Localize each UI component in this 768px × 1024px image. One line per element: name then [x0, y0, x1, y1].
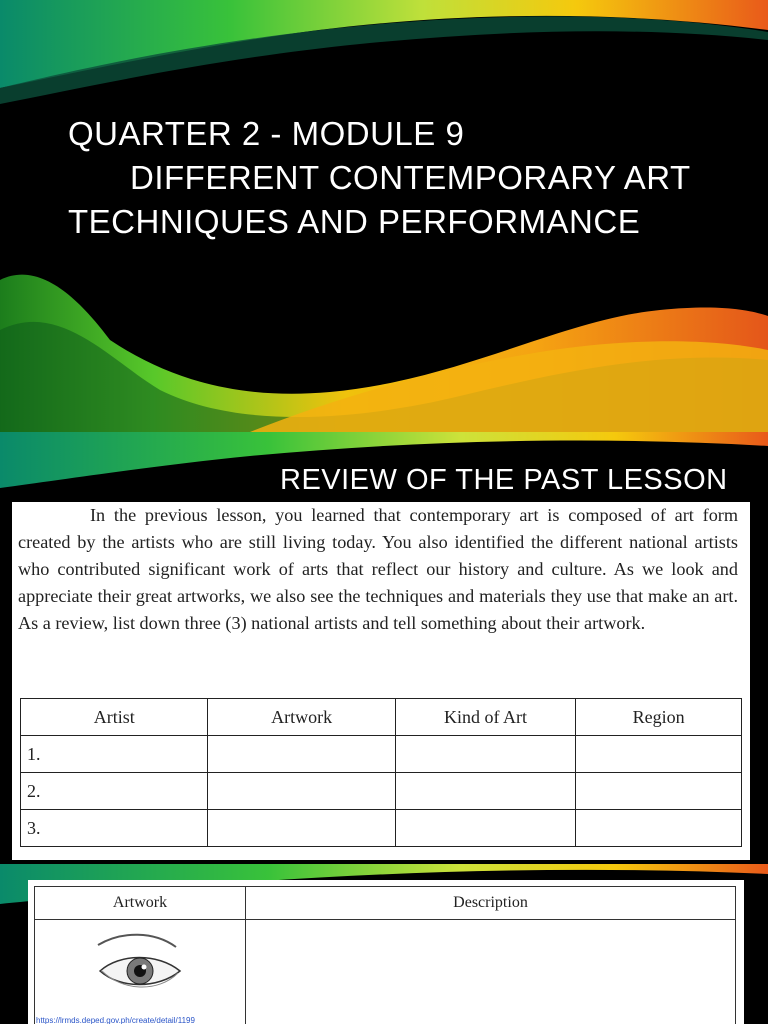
artwork-description-table: [34, 886, 736, 1024]
table-row: [35, 920, 736, 1024]
eye-drawing: [92, 931, 188, 1011]
row-number: 1.: [21, 736, 208, 773]
header-artwork: Artwork: [208, 699, 395, 736]
artists-table: [20, 698, 742, 847]
table-cell[interactable]: [576, 810, 742, 847]
table-cell[interactable]: [208, 773, 395, 810]
source-link[interactable]: https://lrmds.deped.gov.ph/create/detail/1199: [36, 1016, 195, 1024]
title-line-2: DIFFERENT CONTEMPORARY ART: [130, 159, 691, 196]
table-row: [21, 773, 742, 810]
header-kind-of-art: Kind of Art: [395, 699, 575, 736]
title-line-1: QUARTER 2 - MODULE 9: [68, 115, 465, 152]
instructions-paragraph: In the previous lesson, you learned that contemporary art is composed of art form created by the artists who are still living today. You also identified the different national artists who contributed significant work of arts that reflect our history and culture. As we look and appreciate their great artworks, we also see the techniques and materials they use that make an art. As a review, list down three (3) national artists and tell something about their artwork.: [18, 505, 738, 633]
slide-title: [68, 112, 748, 244]
table-cell[interactable]: [208, 736, 395, 773]
row-number: 3.: [21, 810, 208, 847]
table-cell[interactable]: [395, 736, 575, 773]
artwork-slide: [0, 864, 768, 1024]
header-description: Description: [246, 887, 736, 920]
table-cell[interactable]: [208, 810, 395, 847]
review-slide: [0, 432, 768, 862]
artwork-image-cell: [35, 920, 246, 1024]
header-artwork: Artwork: [35, 887, 246, 920]
table-header-row: [21, 699, 742, 736]
table-cell[interactable]: [395, 810, 575, 847]
table-cell[interactable]: [576, 736, 742, 773]
title-slide: [0, 0, 768, 432]
header-region: Region: [576, 699, 742, 736]
table-row: [21, 736, 742, 773]
title-line-3: TECHNIQUES AND PERFORMANCE: [68, 203, 641, 240]
description-cell[interactable]: [246, 920, 736, 1024]
table-row: [21, 810, 742, 847]
review-title: REVIEW OF THE PAST LESSON: [280, 464, 728, 496]
header-artist: Artist: [21, 699, 208, 736]
table-cell[interactable]: [576, 773, 742, 810]
row-number: 2.: [21, 773, 208, 810]
worksheet-page: [12, 502, 750, 860]
table-header-row: [35, 887, 736, 920]
table-cell[interactable]: [395, 773, 575, 810]
